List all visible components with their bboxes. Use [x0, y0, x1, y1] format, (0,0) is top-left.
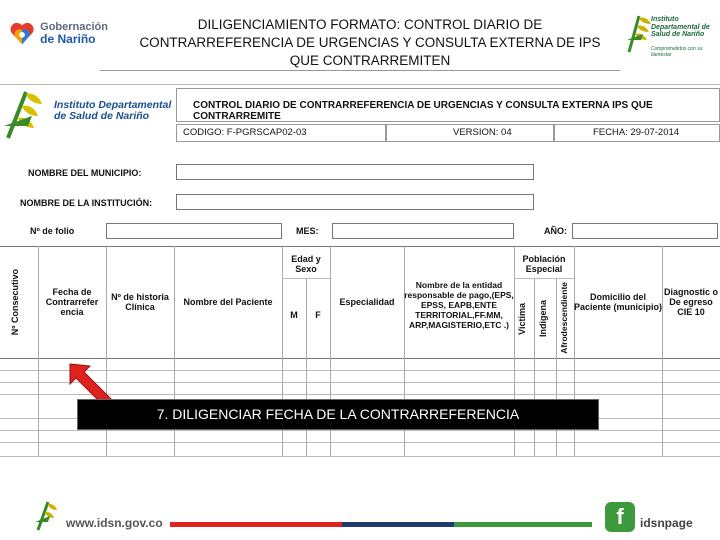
- col-poblacion: Población Especial: [522, 254, 566, 274]
- form-version: VERSION: 04: [386, 124, 554, 142]
- table-row: [0, 430, 720, 431]
- folio-label: Nº de folio: [30, 226, 75, 236]
- col-paciente: Nombre del Paciente: [183, 297, 273, 307]
- mes-label: MES:: [296, 226, 319, 236]
- footer-bar-red: [170, 522, 342, 527]
- col-f: F: [315, 310, 321, 320]
- table-row: [0, 456, 720, 457]
- heart-logo-icon: [8, 18, 36, 48]
- form-codigo: CODIGO: F-PGRSCAP02-03: [176, 124, 386, 142]
- mes-field[interactable]: [332, 223, 514, 239]
- anio-label: AÑO:: [544, 226, 567, 236]
- gov-logo-line2: de Nariño: [40, 32, 96, 46]
- institucion-label: NOMBRE DE LA INSTITUCIÓN:: [20, 198, 153, 208]
- col-indigena: Indigena: [538, 300, 548, 338]
- anio-field[interactable]: [572, 223, 718, 239]
- footer-wheat-icon: [34, 498, 60, 532]
- form-main-title: CONTROL DIARIO DE CONTRARREFERENCIA DE URGENCIAS Y CONSULTA EXTERNA IPS QUE CONTRARREMITE: [176, 88, 720, 122]
- idsn-logo-subtitle: Comprometidos con su bienestar: [651, 46, 703, 58]
- table-header-rule: [0, 358, 720, 359]
- edad-divider: [282, 278, 330, 279]
- col-victima: Victima: [517, 303, 527, 335]
- table-row: [0, 442, 720, 443]
- title-divider: [100, 70, 620, 71]
- col-fecha: Fecha de Contrarrefer encia: [45, 287, 99, 317]
- form-wheat-icon: [2, 86, 52, 140]
- col-domicilio: Domicilio del Paciente (municipio): [574, 292, 663, 312]
- idsn-logo: [625, 10, 717, 58]
- form-fecha: FECHA: 29-07-2014: [554, 124, 720, 142]
- footer-bar-navy: [342, 522, 454, 527]
- folio-field[interactable]: [106, 223, 282, 239]
- gov-logo-line1: Gobernación: [40, 21, 108, 33]
- municipio-label: NOMBRE DEL MUNICIPIO:: [28, 168, 142, 178]
- gobernacion-logo: [8, 16, 108, 50]
- col-afro: Afrodescendiente: [559, 282, 569, 354]
- col-especialidad: Especialidad: [339, 297, 395, 307]
- col-historia: Nº de historia Clínica: [111, 292, 169, 312]
- col-entidad: Nombre de la entidad responsable de pago,(EPS, EPSS, EAPB,ENTE TERRITORIAL,FF.MM, ARP,MAGISTERIO,ETC .): [404, 280, 514, 330]
- footer-bar-green: [454, 522, 592, 527]
- form-idsn-logo: [2, 86, 172, 142]
- form-logo-text: Instituto Departamental de Salud de Nariño: [54, 99, 172, 122]
- col-consecutivo: Nº Consecutivo: [10, 268, 20, 336]
- col-m: M: [290, 310, 298, 320]
- col-diagnostico: Diagnostic o De egreso CIE 10: [663, 287, 718, 317]
- page-title: DILIGENCIAMIENTO FORMATO: CONTROL DIARIO DE CONTRARREFERENCIA DE URGENCIAS Y CONSULTA EXTERNA DE IPS QUE CONTRARREMITEN: [139, 17, 601, 68]
- footer-social[interactable]: idsnpage: [640, 516, 693, 530]
- facebook-icon[interactable]: f: [605, 502, 635, 532]
- wheat-logo-icon: [625, 10, 653, 54]
- instruction-callout: 7. DILIGENCIAR FECHA DE LA CONTRARREFERENCIA: [77, 399, 599, 430]
- footer-url[interactable]: www.idsn.gov.co: [66, 516, 163, 530]
- institucion-field[interactable]: [176, 194, 534, 210]
- col-edad: Edad y Sexo: [291, 254, 321, 274]
- municipio-field[interactable]: [176, 164, 534, 180]
- idsn-logo-text: Instituto Departamental de Salud de Nariño: [651, 16, 710, 38]
